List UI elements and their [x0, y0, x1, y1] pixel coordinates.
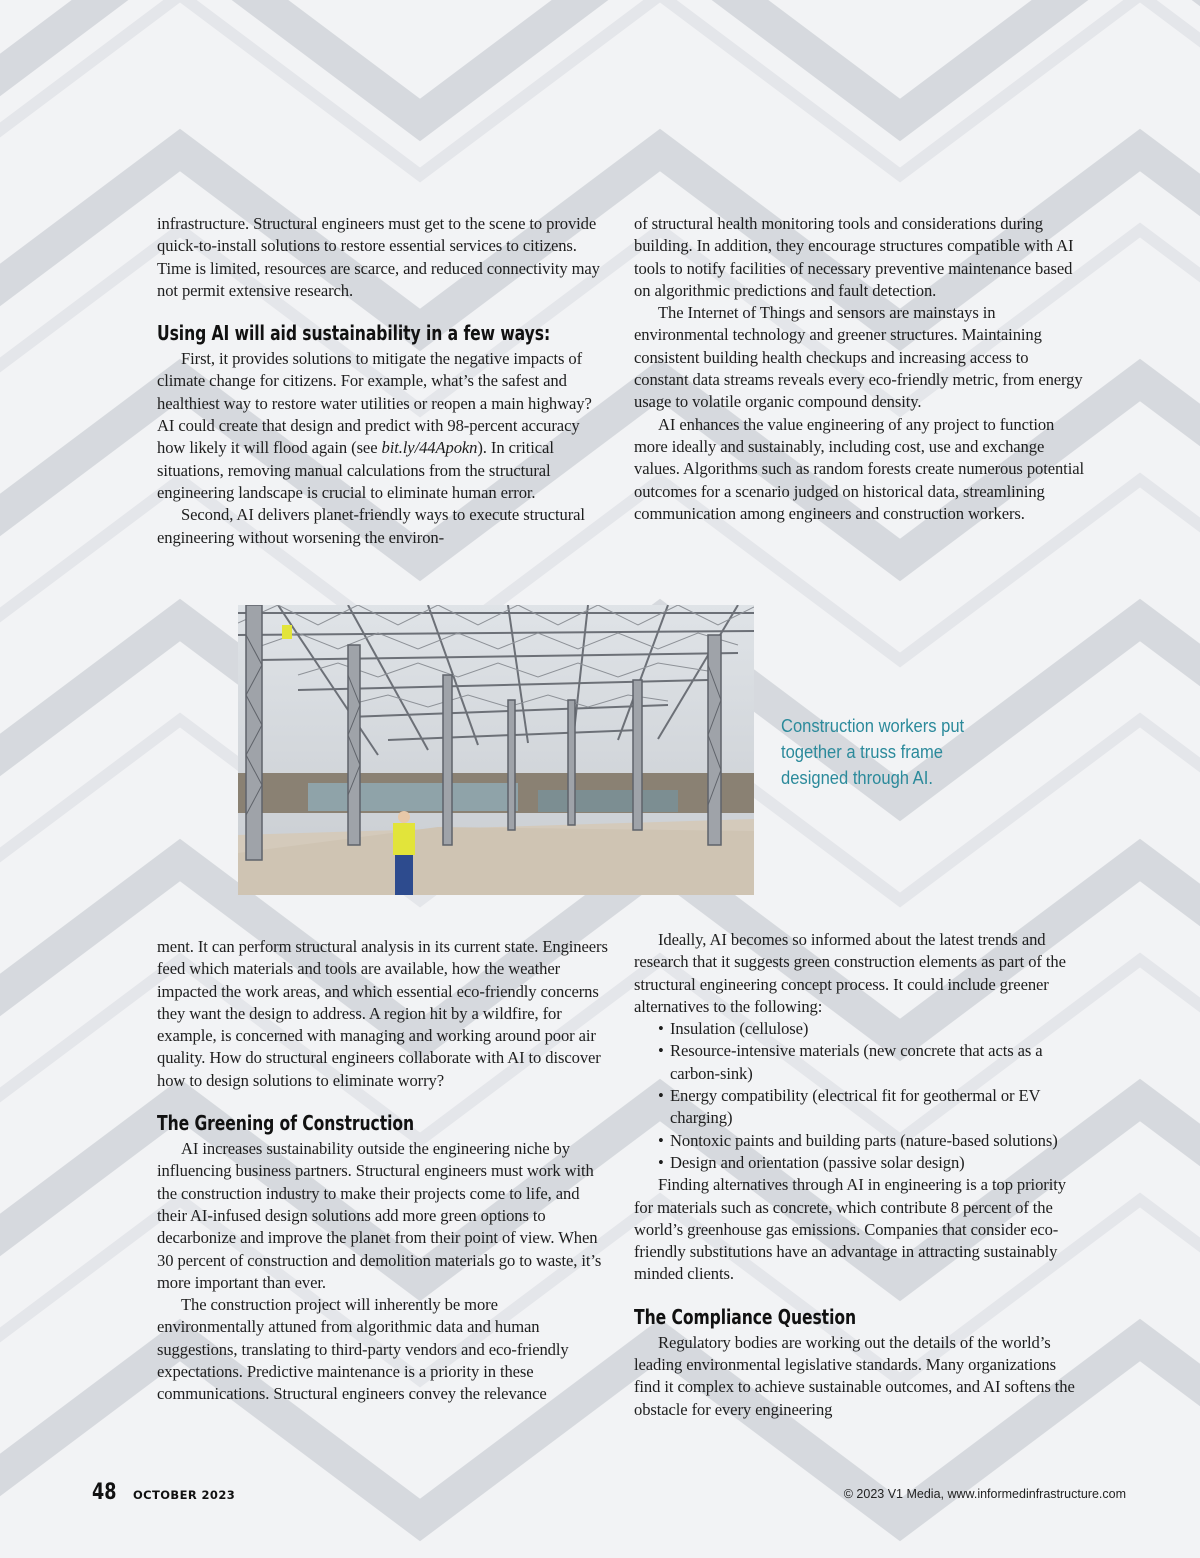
column-bottom-left — [157, 936, 609, 1406]
paragraph: Ideally, AI becomes so informed about the latest trends and research that it suggests green construction elements as part of the structural engineering concept process. It could include greener alternatives to the following: — [634, 930, 1066, 1016]
paragraph: Finding alternatives through AI in engineering is a top priority for materials such as concrete, which contribute 8 percent of the world’s greenhouse gas emissions. Companies that consider eco-friendly substitutions have an advantage in attracting sustainably minded clients. — [634, 1175, 1066, 1284]
paragraph: AI enhances the value engineering of any project to function more ideally and sustainably, including cost, use and exchange values. Algorithms such as random forests create numerous potential outcomes for a scenario judged on historical data, streamlining communication among engineers and construction workers. — [634, 414, 1084, 523]
column-top-left — [157, 213, 609, 549]
column-bottom-right — [634, 929, 1086, 1421]
list-item: • Resource-intensive materials (new concrete that acts as a carbon-sink) — [634, 1040, 1086, 1085]
paragraph: AI increases sustainability outside the engineering niche by influencing business partners. Structural engineers must work with the construction industry to make their projects come to life, and their AI-infused design solutions add more green options to decarbonize and improve the planet from their point of view. When 30 percent of construction and demolition materials go to waste, it’s more important than ever. — [157, 1139, 602, 1292]
paragraph: First, it provides solutions to mitigate the negative impacts of climate change for citizens. For example, what’s the safest and healthiest way to restore water utilities or reopen a main highway? AI could create that design and predict with 98-percent accuracy how likely it will flood again (see bit.ly/44Apokn). In critical situations, removing manual calculations from the structural engineering landscape is crucial to eliminate human error. — [157, 349, 592, 502]
page-number: 48 — [92, 1480, 117, 1505]
copyright-notice: © 2023 V1 Media, www.informedinfrastructure.com — [843, 1487, 1126, 1501]
paragraph: The Internet of Things and sensors are mainstays in environmental technology and greener structures. Maintaining consistent building health checkups and increasing access to constant data streams reveals every eco-friendly metric, from energy usage to volatile organic compound density. — [634, 303, 1083, 412]
paragraph: infrastructure. Structural engineers must get to the scene to provide quick-to-install solutions to restore essential services to citizens. Time is limited, resources are scarce, and reduced connectivity may not permit extensive research. — [157, 214, 600, 300]
paragraph: Second, AI delivers planet-friendly ways to execute structural engineering without worsening the environ- — [157, 505, 585, 547]
paragraph: of structural health monitoring tools and considerations during building. In addition, they encourage structures compatible with AI tools to notify facilities of necessary preventive maintenance based on algorithmic predictions and fault detection. — [634, 214, 1074, 300]
photo-caption: Construction workers put together a truss frame designed through AI. — [781, 716, 965, 788]
truss-frame-photo — [238, 605, 754, 895]
link-reference[interactable]: bit.ly/44Apokn — [381, 438, 478, 458]
section-heading: The Compliance Question — [634, 1304, 857, 1329]
list-item: • Design and orientation (passive solar design) — [634, 1152, 1086, 1174]
list-item: • Nontoxic paints and building parts (nature-based solutions) — [634, 1130, 1086, 1152]
paragraph: The construction project will inherently be more environmentally attuned from algorithmic data and human suggestions, translating to third-party vendors and eco-friendly expectations. Predictive maintenance is a priority in these communications. Structural engineers convey the relevance — [157, 1295, 569, 1404]
list-item: • Energy compatibility (electrical fit for geothermal or EV charging) — [634, 1085, 1086, 1130]
paragraph: Regulatory bodies are working out the details of the world’s leading environmental legislative standards. Many organizations find it complex to achieve sustainable outcomes, and AI softens the obstacle for every engineering — [634, 1332, 1075, 1419]
issue-date: OCTOBER 2023 — [133, 1488, 236, 1502]
column-top-right — [634, 213, 1086, 525]
section-heading: Using AI will aid sustainability in a few ways: — [157, 321, 551, 346]
list-item: • Insulation (cellulose) — [634, 1018, 1086, 1040]
paragraph: ment. It can perform structural analysis in its current state. Engineers feed which materials and tools are available, how the weather impacted the work areas, and which essential eco-friendly concerns they want the design to address. A region hit by a wildfire, for example, is concerned with managing and working around poor air quality. How do structural engineers collaborate with AI to discover how to design solutions to eliminate worry? — [157, 937, 608, 1090]
section-heading: The Greening of Construction — [157, 1111, 415, 1136]
green-alternatives-list — [634, 1018, 1086, 1174]
